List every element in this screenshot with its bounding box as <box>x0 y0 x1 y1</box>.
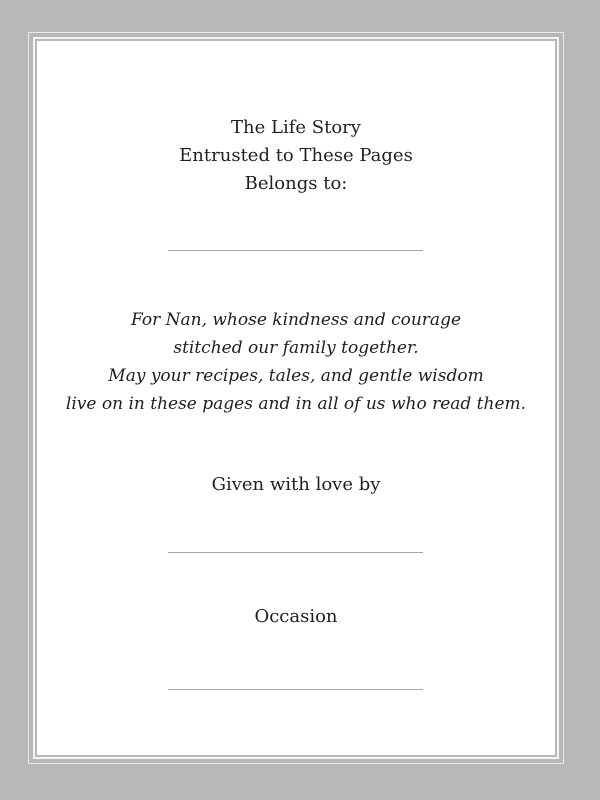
dedication-line-2: stitched our family together. <box>173 338 419 358</box>
occasion-line <box>168 689 423 690</box>
dedication-line-1: For Nan, whose kindness and courage <box>130 310 462 330</box>
occasion-label: Occasion <box>254 606 338 627</box>
title-line-2: Entrusted to These Pages <box>179 145 413 166</box>
owner-signature-line <box>168 250 423 251</box>
dedication-line-3: May your recipes, tales, and gentle wisdom <box>108 366 484 386</box>
giver-signature-line <box>168 552 423 553</box>
given-with-love-by-label: Given with love by <box>211 474 381 495</box>
title-line-1: The Life Story <box>231 117 361 138</box>
dedication-line-4: live on in these pages and in all of us who read them. <box>65 394 527 414</box>
document-page <box>37 41 555 755</box>
title-line-3: Belongs to: <box>244 173 348 194</box>
